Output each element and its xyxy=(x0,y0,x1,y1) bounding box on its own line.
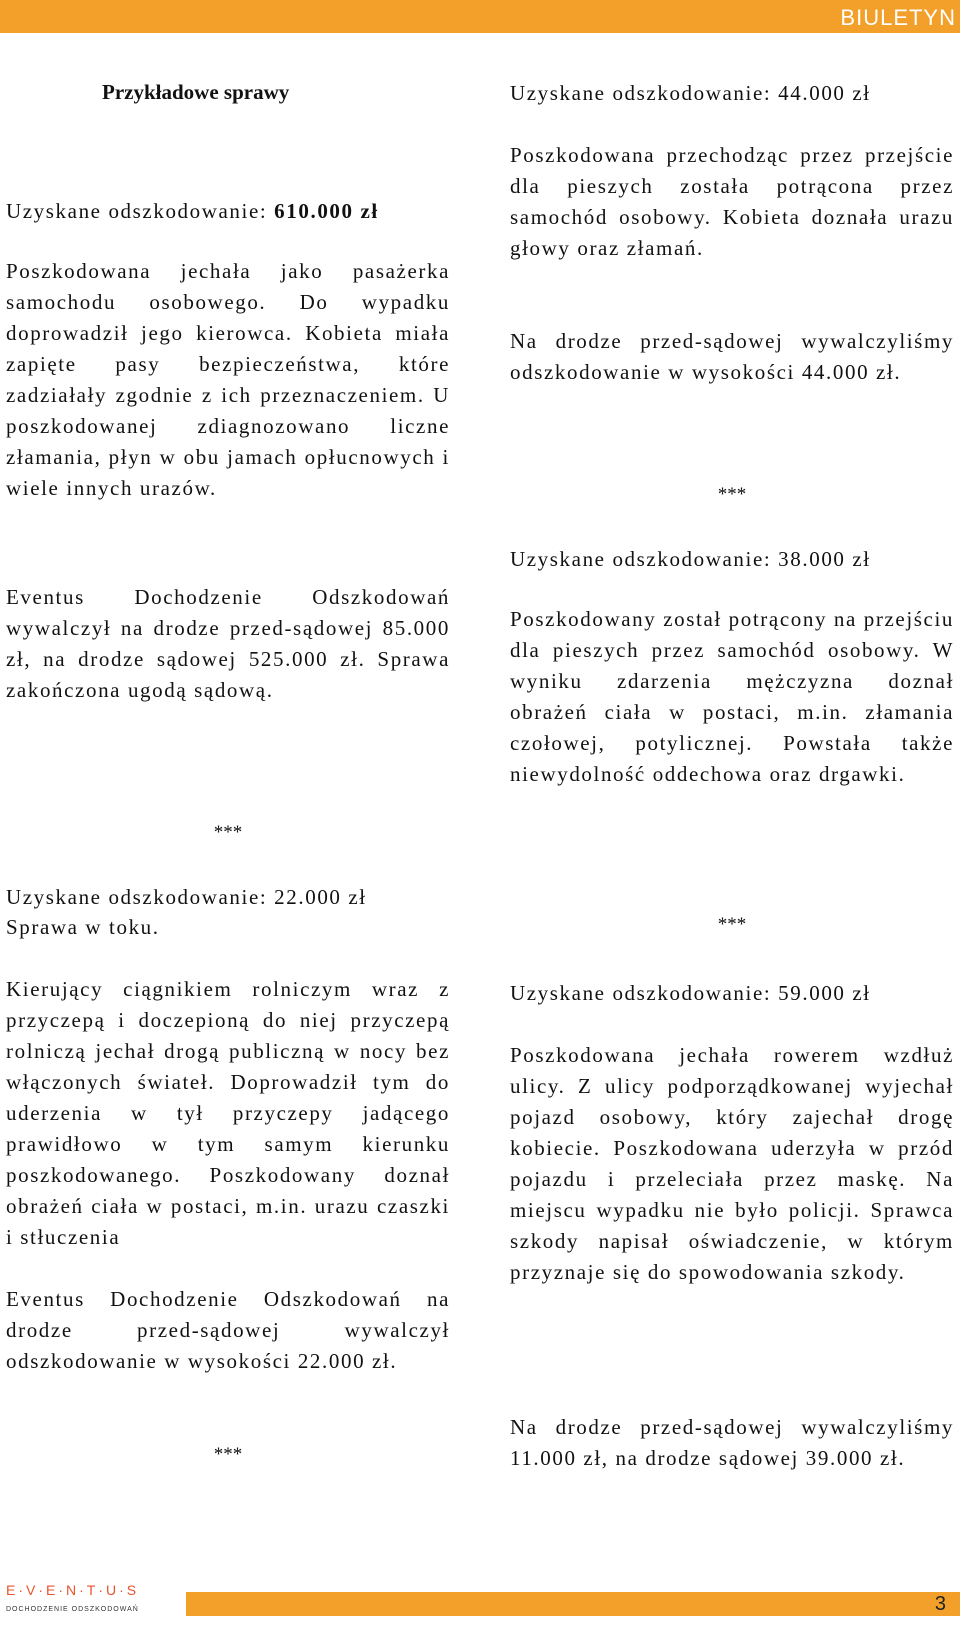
case3-result: Na drodze przed-sądowej wywalczyliśmy odszkodowanie w wysokości 44.000 zł. xyxy=(510,329,954,384)
header-bar xyxy=(0,0,960,33)
separator: *** xyxy=(213,1444,243,1465)
eventus-logo xyxy=(6,1582,182,1626)
case1-result: Eventus Dochodzenie Odszkodowań wywalczył na drodze przed-sądowej 85.000 zł, na drodze sądowej 525.000 zł. Sprawa zakończona ugodą sądową. xyxy=(6,585,450,702)
logo-subtitle: DOCHODZENIE ODSZKODOWAŃ xyxy=(6,1606,139,1613)
case1-amount-label: Uzyskane odszkodowanie: xyxy=(6,199,275,223)
case3-description: Poszkodowana przechodząc przez przejście dla pieszych została potrącona przez samochód osobowy. Kobieta doznała urazu głowy oraz złamań. xyxy=(510,143,954,260)
page-number: 3 xyxy=(934,1593,946,1615)
case2-status: Sprawa w toku. xyxy=(6,915,160,939)
case5-description: Poszkodowana jechała rowerem wzdłuż ulicy. Z ulicy podporządkowanej wyjechał pojazd osobowy, który zajechał drogę kobiecie. Poszkodowana uderzyła w przód pojazdu i przeleciała przez maskę. Na miejscu wypadku nie było policji. Sprawca szkody napisał oświadczenie, w którym przyznaje się do spowodowania szkody. xyxy=(510,1043,954,1284)
logo-wordmark: E·V·E·N·T·U·S xyxy=(6,1582,140,1598)
case1-description: Poszkodowana jechała jako pasażerka samochodu osobowego. Do wypadku doprowadził jego kierowca. Kobieta miała zapięte pasy bezpieczeństwa, które zadziałały zgodnie z ich przeznaczeniem. U poszkodowanej zdiagnozowano liczne złamania, płyn w obu jamach opłucnowych i wiele innych urazów. xyxy=(6,259,450,500)
header-title: BIULETYN xyxy=(840,5,956,30)
case2-description: Kierujący ciągnikiem rolniczym wraz z przyczepą i doczepioną do niej przyczepą rolniczą jechał drogą publiczną w nocy bez włączonych świateł. Doprowadził tym do uderzenia w tył przyczepy jadącego prawidłowo w tym samym kierunku poszkodowanego. Poszkodowany doznał obrażeń ciała w postaci, m.in. urazu czaszki i stłuczenia xyxy=(6,977,450,1249)
case4-description: Poszkodowany został potrącony na przejściu dla pieszych przez samochód osobowy. W wyniku zdarzenia mężczyzna doznał obrażeń ciała w postaci, m.in. złamania czołowej, potylicznej. Powstała także niewydolność oddechowa oraz drgawki. xyxy=(510,607,954,786)
case2-amount: Uzyskane odszkodowanie: 22.000 zł xyxy=(6,885,367,909)
section-title: Przykładowe sprawy xyxy=(102,80,290,104)
case5-amount: Uzyskane odszkodowanie: 59.000 zł xyxy=(510,981,871,1005)
footer-bar xyxy=(186,1592,960,1616)
case3-amount: Uzyskane odszkodowanie: 44.000 zł xyxy=(510,81,871,105)
case2-result: Eventus Dochodzenie Odszkodowań na drodze przed-sądowej wywalczył odszkodowanie w wysokości 22.000 zł. xyxy=(6,1287,450,1373)
case5-result: Na drodze przed-sądowej wywalczyliśmy 11.000 zł, na drodze sądowej 39.000 zł. xyxy=(510,1415,954,1470)
separator: *** xyxy=(717,914,747,935)
separator: *** xyxy=(717,484,747,505)
case4-amount: Uzyskane odszkodowanie: 38.000 zł xyxy=(510,547,871,571)
separator: *** xyxy=(213,822,243,843)
case1-amount xyxy=(6,196,450,227)
case1-amount-value: 610.000 zł xyxy=(274,199,379,223)
